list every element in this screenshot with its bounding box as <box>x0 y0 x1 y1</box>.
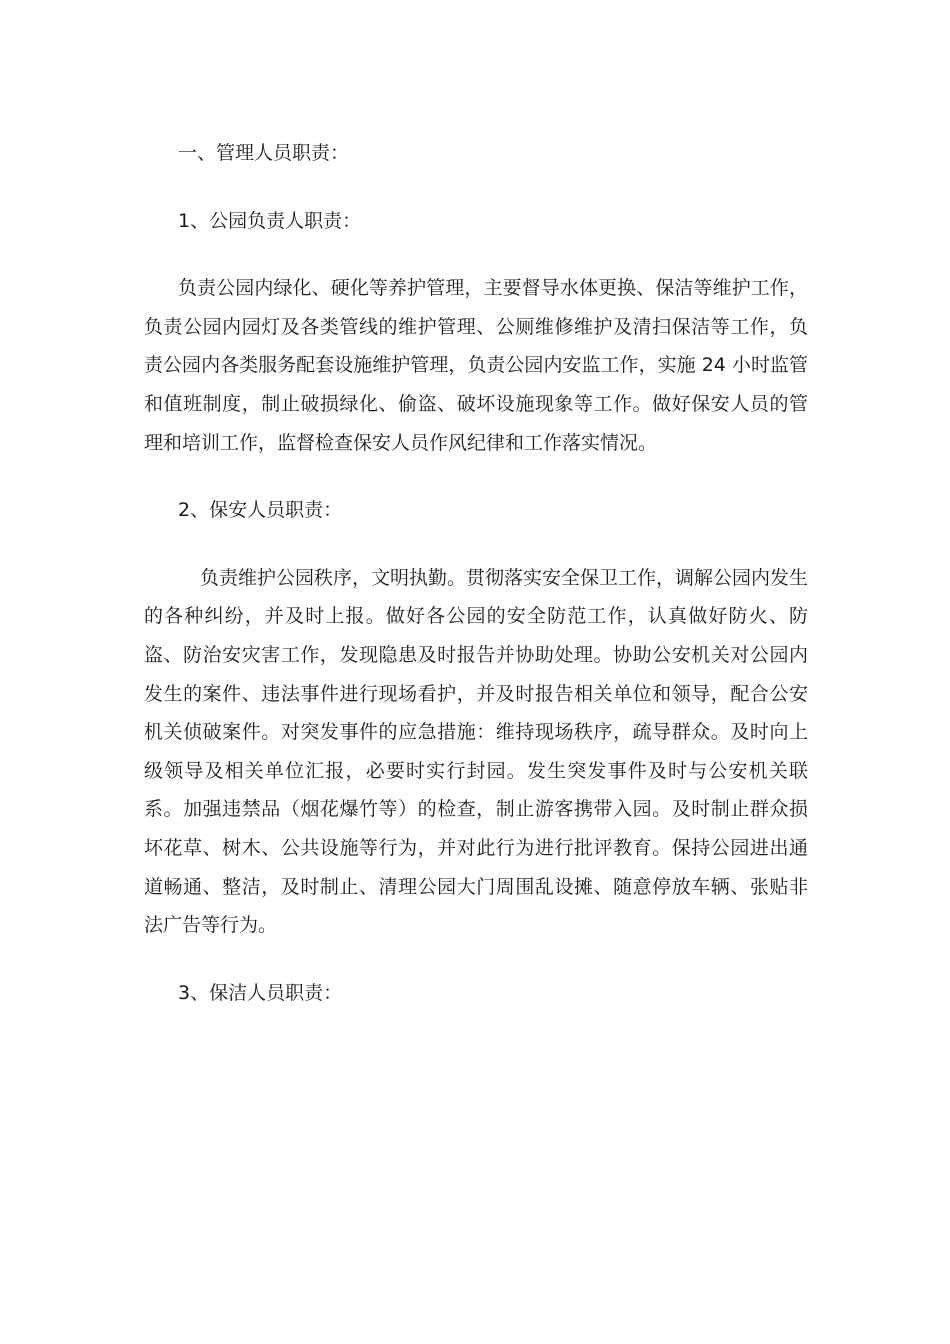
section-title: 一、管理人员职责： <box>178 142 350 164</box>
spacer <box>144 240 808 269</box>
spacer <box>144 462 808 491</box>
spacer <box>144 173 808 202</box>
park-manager-heading: 1、公园负责人职责： <box>178 209 362 232</box>
park-manager-duties: 负责公园内绿化、硬化等养护管理，主要督导水体更换、保洁等维护工作，负责公园内园灯及各类管线的维护管理、公厕维修维护及清扫保洁等工作，负责公园内各类服务配套设施维护管理，负责公园内安监工作，实施 24 小时监管和值班制度，制止破损绿化、偷盗、破坏设施现象等工作。做好保安人员的管理和培训工作，监督检查保安人员作风纪律和工作落实情况。 <box>144 277 808 454</box>
spacer <box>144 530 808 559</box>
cleaning-staff-heading: 3、保洁人员职责： <box>178 981 343 1004</box>
security-staff-heading: 2、保安人员职责： <box>178 499 343 522</box>
document-body <box>144 134 808 1012</box>
security-staff-duties: 负责维护公园秩序，文明执勤。贯彻落实安全保卫工作，调解公园内发生的各种纠纷，并及时上报。做好各公园的安全防范工作，认真做好防火、防盗、防治安灾害工作，发现隐患及时报告并协助处理。协助公安机关对公园内发生的案件、违法事件进行现场看护，并及时报告相关单位和领导，配合公安机关侦破案件。对突发事件的应急措施：维持现场秩序，疏导群众。及时向上级领导及相关单位汇报，必要时实行封园。发生突发事件及时与公安机关联系。加强违禁品（烟花爆竹等）的检查，制止游客携带入园。及时制止群众损坏花草、树木、公共设施等行为，并对此行为进行批评教育。保持公园进出通道畅通、整洁，及时制止、清理公园大门周围乱设摊、随意停放车辆、张贴非法广告等行为。 <box>144 566 809 937</box>
spacer <box>144 945 808 974</box>
